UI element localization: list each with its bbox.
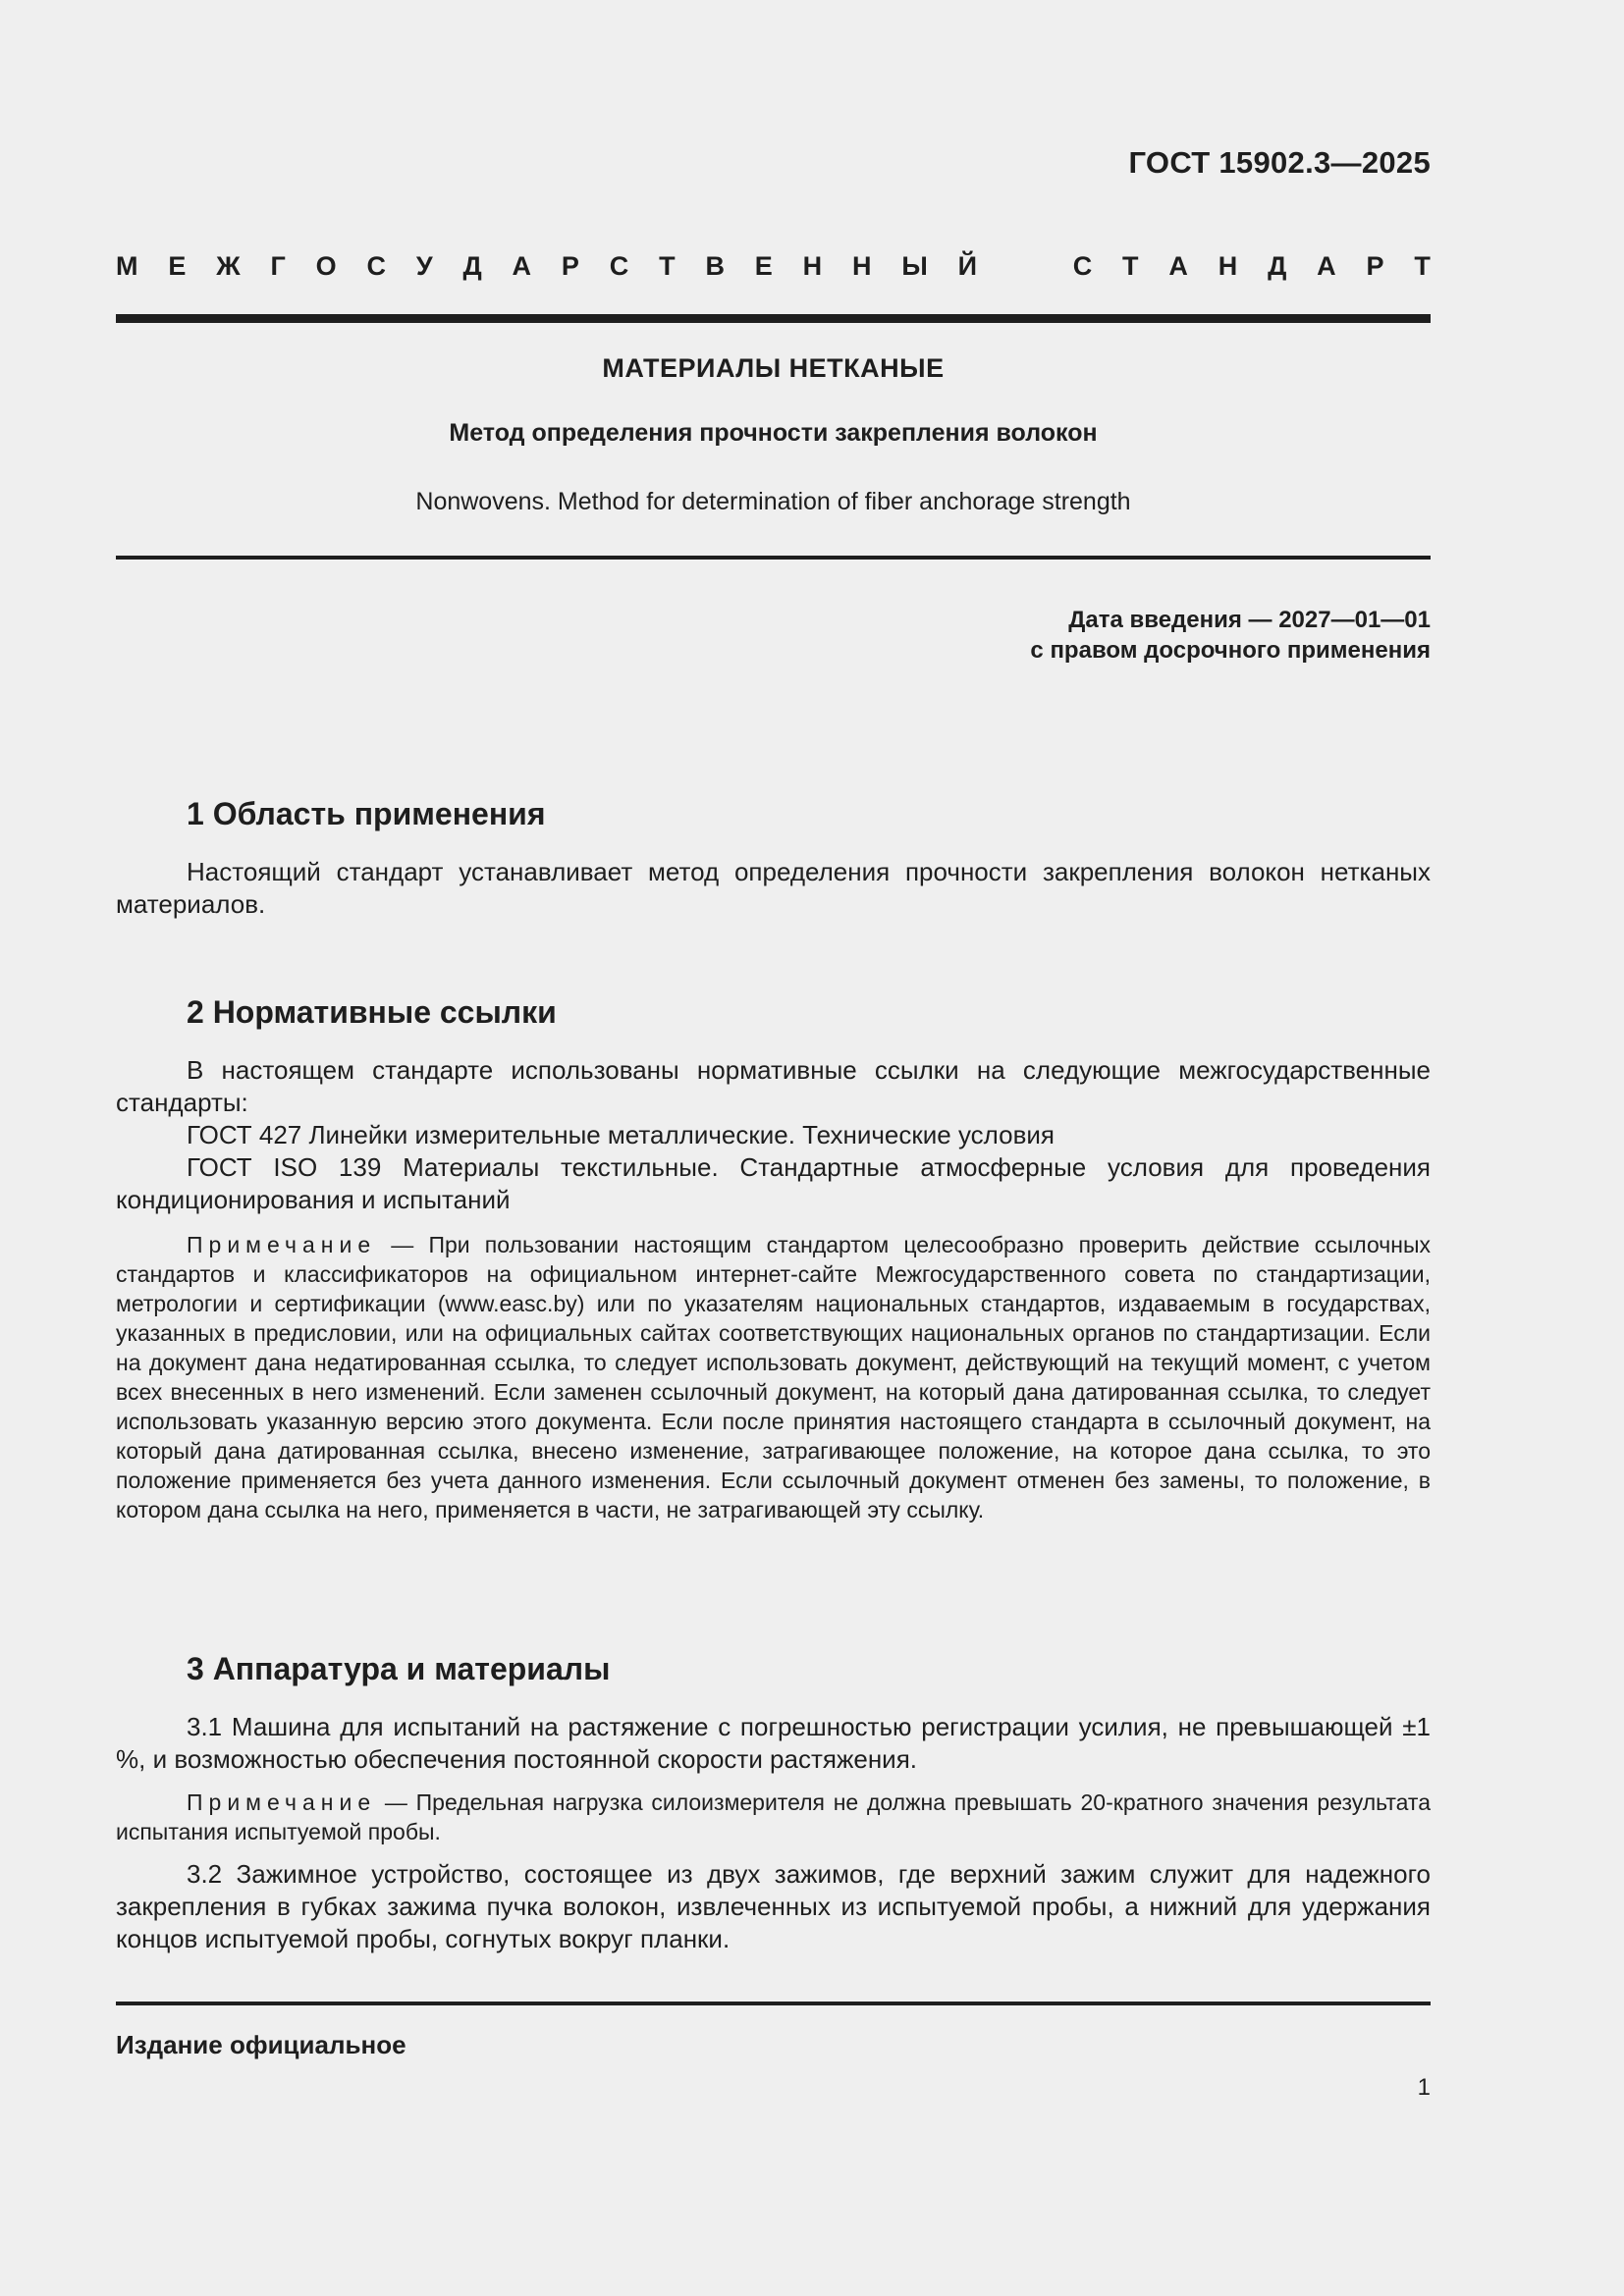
- heading-letter: Т: [1414, 251, 1431, 281]
- section-normative-references: [116, 994, 1431, 1524]
- footer-divider: [116, 2002, 1431, 2005]
- heading-letter: Д: [462, 251, 482, 281]
- section-paragraph: Настоящий стандарт устанавливает метод определения прочности закрепления волокон нетканых материалов.: [116, 857, 1431, 919]
- section-title: 2 Нормативные ссылки: [187, 994, 557, 1030]
- heading-letter: А: [1168, 251, 1188, 281]
- heading-letter: Ы: [901, 251, 928, 281]
- section-title: 1 Область применения: [187, 796, 546, 831]
- note-text: — Предельная нагрузка силоизмерителя не должна превышать 20-кратного значения результата испытания испытуемой пробы.: [116, 1789, 1431, 1844]
- document-title: МАТЕРИАЛЫ НЕТКАНЫЕ: [602, 353, 945, 383]
- heading-letter: В: [705, 251, 725, 281]
- heading-letter: Е: [754, 251, 773, 281]
- heading-letter: Е: [168, 251, 187, 281]
- document-code: ГОСТ 15902.3—2025: [1128, 145, 1431, 180]
- page-number: 1: [1417, 2074, 1431, 2101]
- heading-letter: М: [116, 251, 138, 281]
- heading-letter: Н: [802, 251, 823, 281]
- clause-3-2: 3.2 Зажимное устройство, состоящее из двух зажимов, где верхний зажим служит для надежного закрепления в губках зажима пучка волокон, извлеченных из испытуемой пробы, а нижний для удержания концов испытуемой пробы, согнутых вокруг планки.: [116, 1859, 1431, 1953]
- note-text: — При пользовании настоящим стандартом целесообразно проверить действие ссылочных стандартов и классификаторов на официальном интернет-сайте Межгосударственного совета по стандартизации, метрологии и сертификации (www.easc.by) или по указателям национальных стандартов, издаваемым в государствах, указанных в предисловии, или на официальных сайтах соответствующих национальных органов по стандартизации. Если на документ дана недатированная ссылка, то следует использовать документ, действующий на текущий момент, с учетом всех внесенных в него изменений. Если заменен ссылочный документ, на который дана датированная ссылка, то следует использовать указанную версию этого документа. Если после принятия настоящего стандарта в ссылочный документ, на который дана датированная ссылка, внесено изменение, затрагивающее положение, на которое дана ссылка, то это положение применяется без учета данного изменения. Если ссылочный документ отменен без замены, то положение, в котором дана ссылка на него, применяется в части, не затрагивающей эту ссылку.: [116, 1232, 1431, 1522]
- heading-letter: С: [1072, 251, 1093, 281]
- heading-letter: Н: [1218, 251, 1238, 281]
- header-divider-thick: [116, 314, 1431, 323]
- early-application-note: с правом досрочного применения: [1030, 637, 1431, 664]
- document-title-english: Nonwovens. Method for determination of fiber anchorage strength: [415, 488, 1131, 515]
- heading-letter: Р: [1366, 251, 1384, 281]
- document-page: [116, 0, 1431, 2296]
- official-edition-label: Издание официальное: [116, 2030, 406, 2059]
- heading-letter: О: [315, 251, 337, 281]
- heading-letter: А: [512, 251, 532, 281]
- reference-gost-iso-139: ГОСТ ISO 139 Материалы текстильные. Стандартные атмосферные условия для проведения кондиционирования и испытаний: [116, 1152, 1431, 1214]
- heading-letter: С: [366, 251, 386, 281]
- clause-3-1: 3.1 Машина для испытаний на растяжение с погрешностью регистрации усилия, не превышающей ±1 %, и возможностью обеспечения постоянной скорости растяжения.: [116, 1712, 1431, 1774]
- heading-letter: Ж: [216, 251, 241, 281]
- note-label: Примечание: [187, 1789, 377, 1815]
- heading-letter: Р: [561, 251, 579, 281]
- heading-letter: А: [1317, 251, 1336, 281]
- heading-letter: Й: [957, 251, 978, 281]
- section-title: 3 Аппаратура и материалы: [187, 1651, 611, 1686]
- clause-3-1-note: [116, 1788, 1431, 1846]
- heading-letter: Д: [1268, 251, 1287, 281]
- heading-letter: Н: [851, 251, 872, 281]
- section-scope: [116, 796, 1431, 921]
- title-divider: [116, 556, 1431, 560]
- heading-letter: Т: [659, 251, 676, 281]
- heading-letter: Т: [1122, 251, 1139, 281]
- note-label: Примечание: [187, 1232, 377, 1257]
- heading-letter: Г: [270, 251, 286, 281]
- heading-letter: С: [609, 251, 629, 281]
- word-gap: [1007, 251, 1043, 282]
- reference-note: [116, 1230, 1431, 1524]
- document-subtitle: Метод определения прочности закрепления волокон: [449, 419, 1098, 447]
- interstate-standard-heading: [116, 251, 1431, 282]
- reference-gost-427: ГОСТ 427 Линейки измерительные металлические. Технические условия: [187, 1120, 1055, 1149]
- heading-letter: У: [415, 251, 433, 281]
- section-apparatus: [116, 1651, 1431, 1955]
- effective-date-block: [1030, 605, 1431, 666]
- section-paragraph: В настоящем стандарте использованы нормативные ссылки на следующие межгосударственные стандарты:: [116, 1055, 1431, 1117]
- effective-date: Дата введения — 2027—01—01: [1068, 607, 1431, 633]
